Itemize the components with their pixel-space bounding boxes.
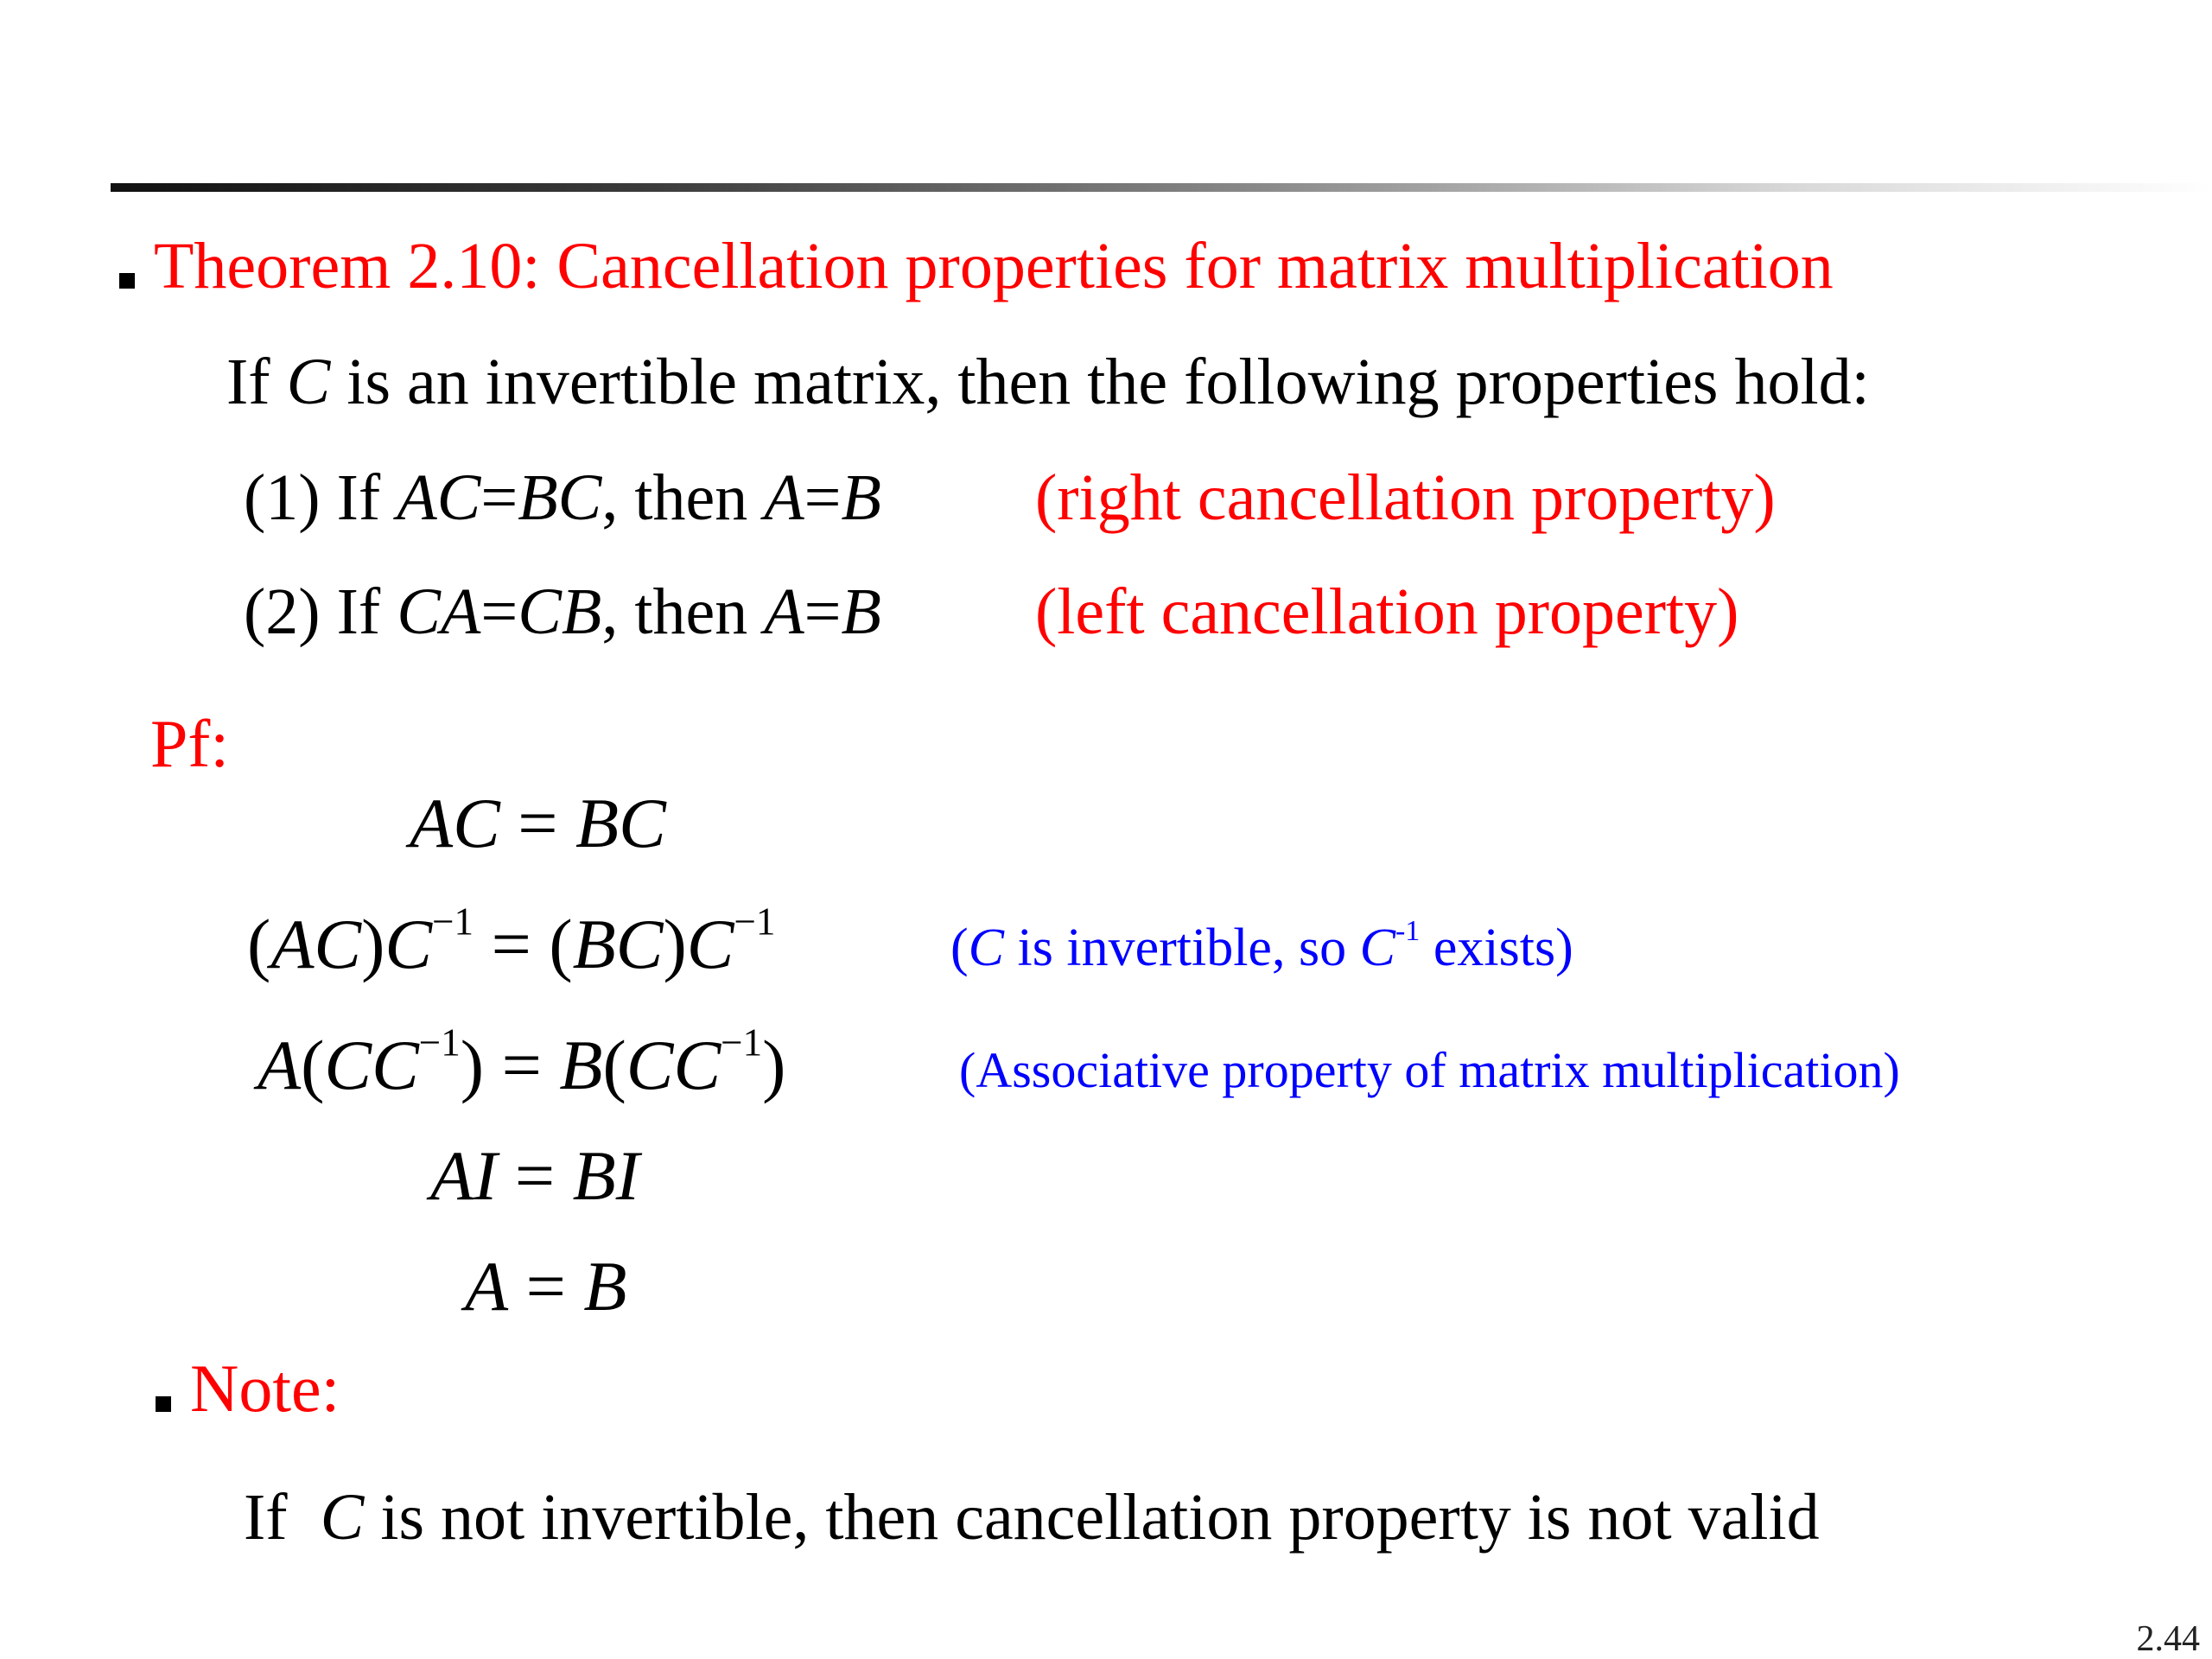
line3-rhs-close: ) <box>762 1026 786 1104</box>
proof-line-3-note: (Associative property of matrix multiplication) <box>959 1042 1900 1098</box>
property-1 <box>244 461 881 534</box>
line2-lhs-inner: AC <box>270 905 362 983</box>
line3-lhs-open: ( <box>301 1026 325 1104</box>
proof-line-5 <box>465 1247 627 1325</box>
note2-sup: -1 <box>1395 915 1421 948</box>
prop2-prefix: (2) If <box>244 575 397 648</box>
proof-line-2-note <box>950 915 1573 977</box>
line3-rhs-b: B <box>559 1026 603 1104</box>
line3-rhs-open: ( <box>602 1026 626 1104</box>
note-prefix: If <box>244 1481 321 1554</box>
line1-eq: = <box>499 784 576 862</box>
note-text <box>244 1481 1820 1554</box>
prop1-eq: = <box>480 461 518 534</box>
note-suffix: is not invertible, then cancellation property is not valid <box>364 1481 1820 1554</box>
line1-lhs: AC <box>410 784 500 862</box>
line5-rhs: B <box>583 1247 627 1325</box>
theorem-bullet <box>119 273 135 289</box>
proof-line-3 <box>257 1020 786 1104</box>
line2-eq: = <box>474 905 550 983</box>
line3-eq: = <box>484 1026 560 1104</box>
line2-lhs-open: ( <box>247 905 271 983</box>
proof-line-4 <box>430 1136 640 1215</box>
line2-rhs-open: ( <box>549 905 573 983</box>
note2-end: exists) <box>1420 918 1573 977</box>
line5-eq: = <box>508 1247 584 1325</box>
note2-open: ( <box>950 918 969 977</box>
note2-c1: C <box>968 918 1005 977</box>
theorem-title: Theorem 2.10: Cancellation properties for matrix multiplication <box>154 230 1834 302</box>
prop2-rhs: CB <box>518 575 602 648</box>
prop2-eq2: = <box>804 575 842 648</box>
prop1-prefix: (1) If <box>244 461 397 534</box>
page-number: 2.44 <box>2136 1619 2200 1659</box>
prop1-rhs: BC <box>518 461 602 534</box>
note2-c2: C <box>1359 918 1395 977</box>
line5-lhs: A <box>465 1247 509 1325</box>
note-bullet <box>156 1396 171 1412</box>
note2-mid: is invertible, so <box>1004 918 1360 977</box>
intro-suffix: is an invertible matrix, then the following properties hold: <box>330 346 1870 418</box>
prop1-eq2: = <box>804 461 842 534</box>
property-1-note: (right cancellation property) <box>1035 461 1776 534</box>
line1-rhs: BC <box>575 784 666 862</box>
line2-rhs-close: ) <box>663 905 687 983</box>
line2-rhs-c: C <box>686 905 734 983</box>
prop2-mid: , then <box>601 575 765 648</box>
note-c: C <box>320 1481 365 1554</box>
proof-line-2 <box>247 899 776 983</box>
theorem-intro <box>226 346 1870 418</box>
line2-lhs-c: C <box>385 905 433 983</box>
prop1-b: B <box>841 461 881 534</box>
proof-label: Pf: <box>150 706 230 781</box>
line3-rhs-cc: CC <box>626 1026 721 1104</box>
line2-lhs-sup: −1 <box>432 899 474 944</box>
line3-lhs-close: ) <box>460 1026 485 1104</box>
property-2-note: (left cancellation property) <box>1035 575 1739 648</box>
intro-prefix: If <box>226 346 287 418</box>
line3-rhs-sup: −1 <box>721 1020 763 1065</box>
line4-rhs: BI <box>572 1136 640 1215</box>
line2-lhs-close: ) <box>361 905 385 983</box>
prop2-a: A <box>764 575 804 648</box>
prop2-lhs: CA <box>397 575 481 648</box>
proof-line-1 <box>410 784 666 862</box>
note-label: Note: <box>190 1351 340 1426</box>
line3-lhs-cc: CC <box>324 1026 419 1104</box>
line2-rhs-inner: BC <box>572 905 664 983</box>
header-rule <box>111 183 2212 192</box>
prop2-eq: = <box>480 575 518 648</box>
line2-rhs-sup: −1 <box>734 899 776 944</box>
line4-lhs: AI <box>430 1136 498 1215</box>
intro-c: C <box>286 346 331 418</box>
prop1-a: A <box>764 461 804 534</box>
line3-lhs-sup: −1 <box>418 1020 461 1065</box>
prop1-mid: , then <box>601 461 765 534</box>
prop1-lhs: AC <box>397 461 481 534</box>
line3-lhs-a: A <box>257 1026 302 1104</box>
line4-eq: = <box>497 1136 573 1215</box>
prop2-b: B <box>841 575 881 648</box>
property-2 <box>244 575 881 648</box>
